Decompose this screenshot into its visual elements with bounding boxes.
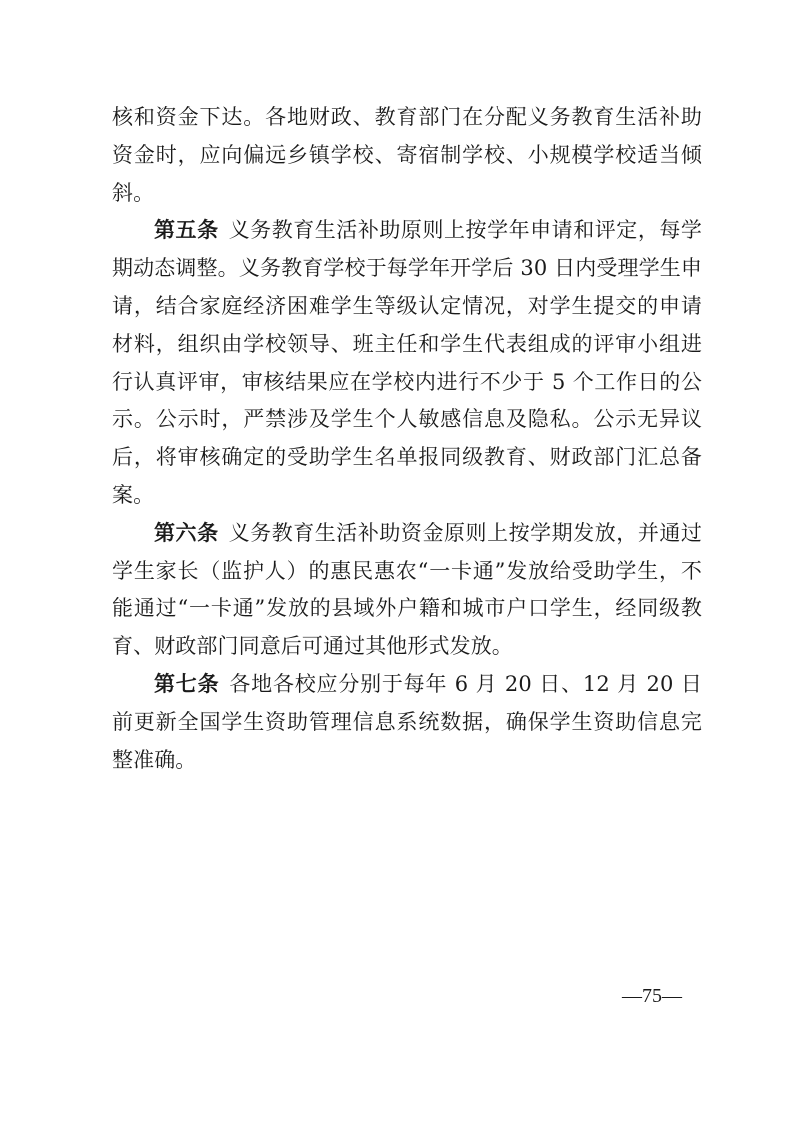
paragraph-article-7 <box>112 666 702 779</box>
paragraph-continuation <box>112 99 702 212</box>
page-number: —75— <box>622 985 682 1007</box>
article-label: 第七条 <box>154 671 220 696</box>
paragraph-article-6 <box>112 515 702 666</box>
paragraph-article-5 <box>112 212 702 514</box>
paragraph-text: 各地各校应分别于每年 6 月 20 日、12 月 20 日前更新全国学生资助管理信息系统数据，确保学生资助信息完整准确。 <box>112 671 702 772</box>
paragraph-text: 核和资金下达。各地财政、教育部门在分配义务教育生活补助资金时，应向偏远乡镇学校、寄宿制学校、小规模学校适当倾斜。 <box>112 105 702 205</box>
paragraph-text: 义务教育生活补助原则上按学年申请和评定，每学期动态调整。义务教育学校于每学年开学后 30 日内受理学生申请，结合家庭经济困难学生等级认定情况，对学生提交的申请材料，组织由学校领导、班主任和学生代表组成的评审小组进行认真评审，审核结果应在学校内进行不少于 5 个工作日的公示。公示时，严禁涉及学生个人敏感信息及隐私。公示无异议后，将审核确定的受助学生名单报同级教育、财政部门汇总备案。 <box>112 218 702 507</box>
body-text <box>112 99 702 779</box>
paragraph-text: 义务教育生活补助资金原则上按学期发放，并通过学生家长（监护人）的惠民惠农“一卡通”发放给受助学生，不能通过“一卡通”发放的县域外户籍和城市户口学生，经同级教育、财政部门同意后可通过其他形式发放。 <box>112 520 702 659</box>
article-label: 第五条 <box>154 218 219 243</box>
article-label: 第六条 <box>154 520 219 545</box>
